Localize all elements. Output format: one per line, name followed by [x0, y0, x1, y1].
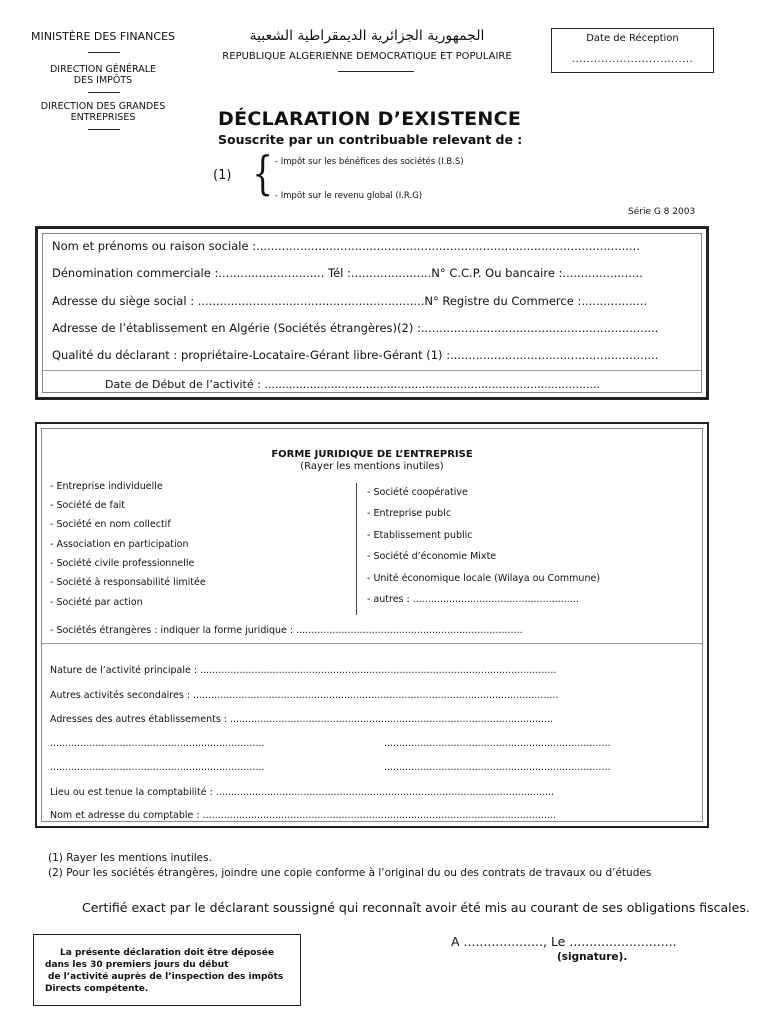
- option-ibs[interactable]: - Impôt sur les bénéfices des sociétés (I.B.S): [275, 157, 464, 167]
- direction-grandes-line-2: ENTREPRISES: [70, 112, 136, 123]
- direction-generale-line-1: DIRECTION GÉNÉRALE: [49, 64, 157, 75]
- divider: [88, 52, 120, 53]
- field-nom-raison-sociale[interactable]: Nom et prénoms ou raison sociale :.........................................................................................................: [52, 239, 640, 253]
- deposit-line-3: de l’activité auprès de l’inspection des impôts: [48, 972, 284, 982]
- option-societe-civile-professionnelle[interactable]: - Société civile professionnelle: [50, 558, 195, 569]
- date-reception-field[interactable]: .................................: [571, 54, 694, 65]
- date-reception-label: Date de Réception: [586, 33, 679, 44]
- field-autres-activites[interactable]: Autres activités secondaires : .........................................................................................................................: [50, 690, 559, 701]
- option-economie-mixte[interactable]: - Société d’économie Mixte: [367, 551, 497, 562]
- option-irg[interactable]: - Impôt sur le revenu global (I.R.G): [275, 191, 423, 201]
- field-qualite-declarant[interactable]: Qualité du déclarant : propriétaire-Locataire-Gérant libre-Gérant (1) :.........................................................: [52, 348, 659, 362]
- option-association-participation[interactable]: - Association en participation: [50, 539, 189, 550]
- option-entreprise-individuelle[interactable]: - Entreprise individuelle: [50, 481, 163, 492]
- option-sarl[interactable]: - Société à responsabilité limitée: [50, 577, 206, 588]
- option-entreprise-public[interactable]: - Entreprise publc: [367, 508, 452, 519]
- identification-section: [35, 226, 709, 400]
- field-blank-line[interactable]: .......................................................................: [50, 762, 265, 773]
- field-societes-etrangeres[interactable]: - Sociétés étrangères : indiquer la forme juridique : ...........................................................................: [50, 625, 523, 636]
- divider: [42, 643, 702, 644]
- option-unite-economique-locale[interactable]: - Unité économique locale (Wilaya ou Commune): [367, 573, 601, 584]
- divider: [338, 71, 414, 72]
- form-subtitle: Souscrite par un contribuable relevant de :: [218, 132, 523, 147]
- direction-grandes-line-1: DIRECTION DES GRANDES: [40, 101, 166, 112]
- form-title: DÉCLARATION D’EXISTENCE: [218, 108, 522, 130]
- field-adresse-siege[interactable]: Adresse du siège social : ..............................................................N° Registre du Commerce :..................: [52, 294, 648, 308]
- certification-statement: Certifié exact par le déclarant soussigné qui reconnaît avoir été mis au courant de ses obligations fiscales.: [82, 900, 750, 915]
- arabic-republic-title: الجمهورية الجزائرية الديمقراطية الشعبية: [249, 28, 485, 44]
- field-blank-line[interactable]: ...........................................................................: [384, 762, 611, 773]
- option-societe-cooperative[interactable]: - Société coopérative: [367, 487, 468, 498]
- signature-label: (signature).: [557, 951, 628, 963]
- forme-juridique-title: FORME JURIDIQUE DE L’ENTREPRISE: [271, 449, 473, 460]
- forme-juridique-subtitle: (Rayer les mentions inutiles): [300, 461, 444, 472]
- ministry-name: MINISTÈRE DES FINANCES: [30, 30, 175, 43]
- field-denomination-commerciale[interactable]: Dénomination commerciale :............................. Tél :......................N° C.C.P. Ou bancaire :......................: [52, 266, 643, 280]
- column-divider: [356, 483, 357, 615]
- deposit-notice-box: [33, 934, 301, 1006]
- place-date-field[interactable]: A ...................., Le ...........................: [451, 934, 677, 949]
- option-etablissement-public[interactable]: - Etablissement public: [367, 530, 473, 541]
- field-nature-activite[interactable]: Nature de l’activité principale : ......................................................................................................................: [50, 665, 557, 676]
- republic-title: REPUBLIQUE ALGERIENNE DEMOCRATIQUE ET POPULAIRE: [222, 51, 512, 62]
- option-societe-de-fait[interactable]: - Société de fait: [50, 500, 126, 511]
- direction-generale-line-2: DES IMPÔTS: [73, 75, 133, 86]
- divider: [88, 92, 120, 93]
- field-blank-line[interactable]: ...........................................................................: [384, 738, 611, 749]
- brace-icon: {: [252, 146, 273, 200]
- direction-grandes-entreprises: [20, 101, 186, 123]
- field-adresse-etablissement[interactable]: Adresse de l’établissement en Algérie (Sociétés étrangères)(2) :.................................................................: [52, 321, 659, 335]
- field-nom-adresse-comptable[interactable]: Nom et adresse du comptable : .....................................................................................................................: [50, 810, 556, 821]
- footnote-2: (2) Pour les sociétés étrangères, joindre une copie conforme à l’original du ou des contrats de travaux ou d’études: [48, 867, 652, 879]
- direction-generale: [20, 64, 186, 86]
- field-blank-line[interactable]: .......................................................................: [50, 738, 265, 749]
- divider: [88, 129, 120, 130]
- field-date-debut-activite[interactable]: Date de Début de l’activité : ................................................................................................: [105, 378, 601, 391]
- serie-number: Série G 8 2003: [628, 207, 696, 217]
- option-societe-par-action[interactable]: - Société par action: [50, 597, 143, 608]
- choice-marker: (1): [213, 168, 232, 183]
- forme-juridique-section: [35, 422, 709, 828]
- option-societe-nom-collectif[interactable]: - Société en nom collectif: [50, 519, 171, 530]
- date-reception-box[interactable]: [551, 28, 714, 73]
- option-autres[interactable]: - autres : .......................................................: [367, 594, 579, 605]
- field-lieu-comptabilite[interactable]: Lieu ou est tenue la comptabilité : ................................................................................................................: [50, 787, 555, 798]
- deposit-line-2: dans les 30 premiers jours du début: [45, 960, 229, 970]
- deposit-line-1: La présente déclaration doit être déposée: [60, 948, 274, 958]
- footnote-1: (1) Rayer les mentions inutiles.: [48, 852, 212, 864]
- field-adresses-autres-etablissements[interactable]: Adresses des autres établissements : ...........................................................................................................: [50, 714, 554, 725]
- divider: [43, 370, 701, 371]
- deposit-line-4: Directs compétente.: [45, 984, 149, 994]
